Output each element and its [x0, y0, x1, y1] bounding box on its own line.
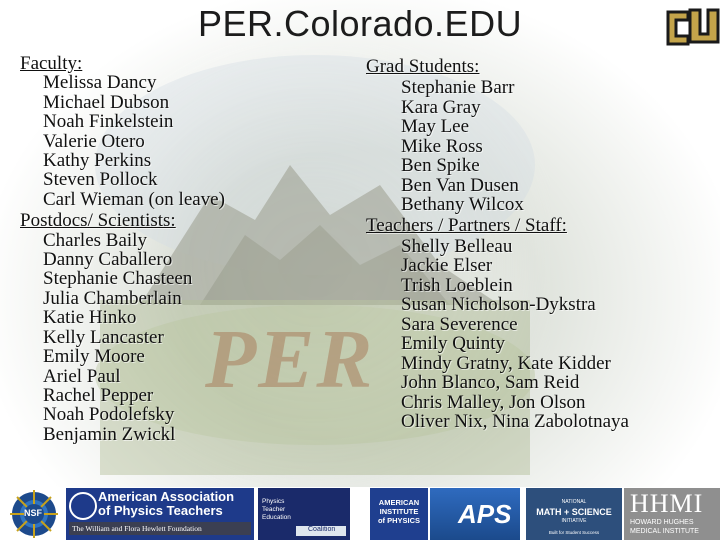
nms-tagline: Built for Student Success [548, 530, 600, 535]
postdocs-heading: Postdocs/ Scientists: [20, 210, 176, 232]
grad-student-name: Bethany Wilcox [401, 194, 524, 215]
nsf-logo [4, 488, 64, 540]
aip-line: of PHYSICS [377, 516, 421, 525]
cu-logo-text [664, 4, 665, 5]
per-watermark: PER [205, 313, 375, 406]
postdoc-name: Stephanie Chasteen [43, 268, 193, 290]
postdoc-name: Charles Baily [43, 229, 147, 251]
postdoc-name: Kelly Lancaster [43, 326, 164, 348]
aapt-line2: of Physics Teachers [98, 503, 223, 518]
teacher-name: Mindy Gratny, Kate Kidder [401, 352, 611, 374]
teacher-name: John Blanco, Sam Reid [401, 372, 580, 393]
ptec-line: Education [262, 514, 291, 521]
teacher-name: Oliver Nix, Nina Zabolotnaya [401, 411, 629, 432]
grad-student-name: Mike Ross [401, 135, 483, 157]
postdoc-name: Benjamin Zwickl [43, 423, 176, 445]
grad-students-heading: Grad Students: [366, 56, 480, 77]
nms-logo [526, 488, 622, 540]
nms-main: MATH + SCIENCE [536, 507, 612, 517]
hewlett-foundation-text: The William and Flora Hewlett Foundation [69, 522, 251, 535]
teachers-heading: Teachers / Partners / Staff: [366, 214, 567, 236]
faculty-name: Melissa Dancy [43, 72, 157, 94]
grad-student-name: Ben Van Dusen [401, 174, 519, 196]
page-title: PER.Colorado.EDU [197, 3, 523, 44]
nms-sub: INITIATIVE [561, 518, 587, 524]
postdoc-name: Danny Caballero [43, 249, 173, 271]
grad-student-name: Ben Spike [401, 155, 480, 176]
teacher-name: Sara Severence [401, 313, 518, 335]
postdoc-name: Katie Hinko [43, 307, 137, 329]
aip-line: INSTITUTE [379, 507, 419, 516]
hhmi-sub2: MEDICAL INSTITUTE [630, 528, 699, 535]
postdoc-name: Emily Moore [43, 346, 145, 368]
faculty-name: Steven Pollock [43, 169, 158, 191]
grad-student-name: Stephanie Barr [401, 77, 515, 98]
right-column [366, 56, 716, 432]
teacher-name: Jackie Elser [401, 255, 493, 276]
postdoc-name: Noah Podolefsky [43, 404, 175, 426]
teacher-name: Chris Malley, Jon Olson [401, 391, 586, 413]
faculty-name: Valerie Otero [43, 130, 145, 152]
faculty-heading: Faculty: [20, 53, 83, 74]
cu-logo [664, 4, 720, 52]
ptec-line: Physics [262, 498, 285, 505]
postdoc-name: Julia Chamberlain [43, 287, 182, 309]
faculty-name: Carl Wieman (on leave) [43, 188, 225, 210]
aip-logo [370, 488, 428, 540]
hhmi-sub1: HOWARD HUGHES [630, 519, 694, 526]
nms-top: NATIONAL [561, 499, 587, 505]
faculty-name: Kathy Perkins [43, 150, 152, 172]
teacher-name: Shelly Belleau [401, 235, 513, 257]
teacher-name: Emily Quinty [401, 333, 505, 354]
aps-logo [430, 488, 520, 540]
aapt-line1: American Association [98, 489, 235, 504]
postdoc-name: Ariel Paul [43, 365, 121, 387]
left-column [20, 54, 340, 444]
teacher-name: Trish Loeblein [401, 274, 513, 296]
hhmi-logo [624, 488, 720, 540]
postdoc-name: Rachel Pepper [43, 384, 154, 406]
ptec-coalition: Coalition [308, 526, 336, 533]
teacher-name: Susan Nicholson-Dykstra [401, 294, 596, 315]
grad-student-name: Kara Gray [401, 96, 481, 118]
hhmi-logo-text: HHMI [630, 489, 704, 518]
ptec-line: Teacher [262, 506, 286, 513]
faculty-name: Noah Finkelstein [43, 111, 174, 133]
aps-logo-text: APS [458, 499, 512, 529]
nsf-logo-text: NSF [24, 508, 42, 518]
grad-student-name: May Lee [401, 116, 470, 137]
faculty-name: Michael Dubson [43, 91, 170, 113]
aapt-logo [66, 488, 254, 540]
aip-line: AMERICAN [378, 498, 420, 507]
ptec-logo [258, 488, 350, 540]
